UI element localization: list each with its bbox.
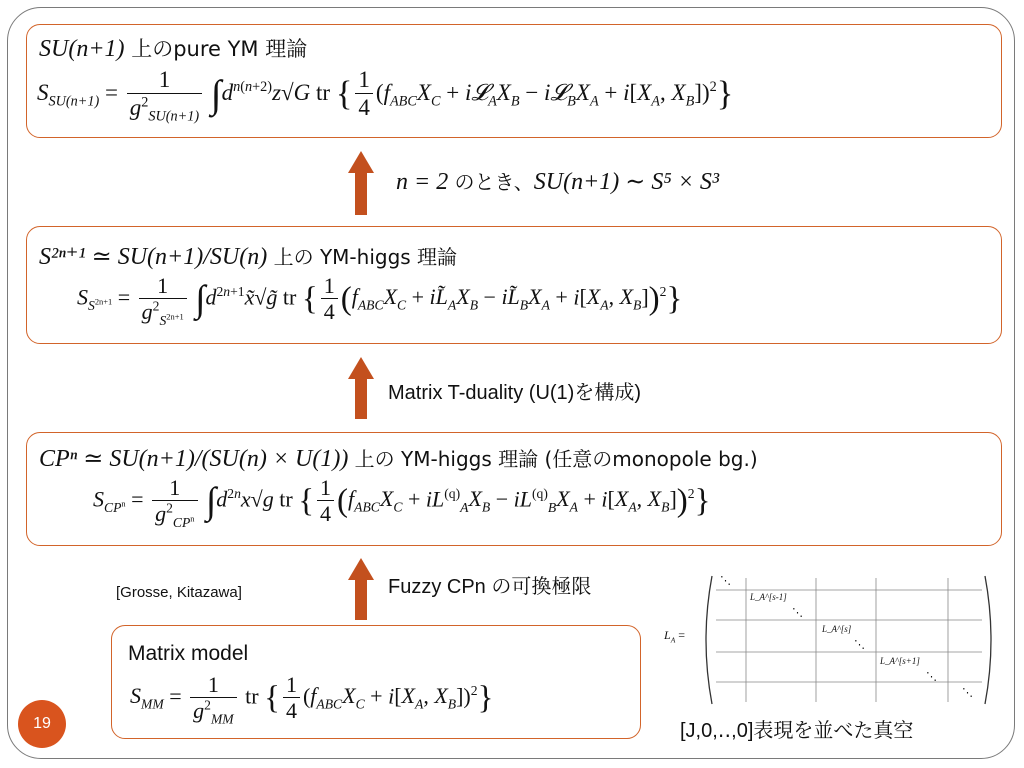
box1-frac-num: 1 [127, 67, 202, 94]
matrix-entry-s-minus-1: L_A^[s-1] [750, 592, 787, 602]
matrix-entry-s-plus-1: L_A^[s+1] [880, 656, 920, 666]
box1-lhs-sub: SU(n+1) [48, 93, 100, 110]
note1-math: n = 2 [396, 169, 449, 195]
arrow-up-icon-2 [350, 357, 372, 419]
matrix-grid [660, 570, 995, 710]
box1-title [39, 33, 307, 63]
box3-title-math: CPⁿ ≃ SU(n+1)/(SU(n) × U(1)) [39, 446, 349, 472]
box1-fraction: $\frac{1}{g^2_{SU(n+1)}}$ [127, 67, 202, 122]
slide-number-badge: 19 [18, 700, 66, 748]
matrix-dots-5: ⋱ [962, 687, 973, 699]
box1-title-math: SU(n+1) [39, 36, 125, 62]
matrix-entry-s: L_A^[s] [822, 624, 852, 634]
note1-text: のとき、 [448, 170, 534, 194]
cpn-ym-higgs-box [26, 432, 1002, 546]
box2-title-text: 上の YM-higgs 理論 [267, 245, 458, 269]
matrix-lhs: $L_A$ = [664, 628, 686, 645]
vacuum-caption: [J,0,‥,0]表現を並べた真空 [680, 720, 914, 742]
arrow-up-icon-3 [350, 558, 372, 620]
matrix-dots-1: ⋱ [720, 575, 731, 587]
box4-title: Matrix model [128, 642, 249, 665]
box3-title-text: 上の YM-higgs 理論 (任意のmonopole bg.) [348, 447, 758, 471]
citation: [Grosse, Kitazawa] [116, 584, 242, 601]
box3-action-equation: $S_{CP^n}$ = $\frac{1}{g^2_{CP^n}}$ $\int d^{2n}x√g$ tr { $\frac{1}{4}$ ($f_{ABC}X_C + iL^{(q)}_AX_B - iL^{(q)}_BX_A + i[X_A$, $X_B])^2$} [93, 475, 711, 530]
matrix-lhs-symbol: L [664, 628, 671, 642]
note3: Fuzzy CPn の可換極限 [388, 576, 592, 598]
note2: Matrix T-duality (U(1)を構成) [388, 382, 641, 404]
note1-math2: SU(n+1) ∼ S⁵ × S³ [533, 169, 720, 195]
arrow-up-icon-1 [350, 151, 372, 215]
block-diagonal-matrix [660, 570, 995, 710]
box2-title [39, 241, 457, 271]
matrix-lhs-sub: A [670, 635, 676, 645]
box1-action-equation: $S_{SU(n+1)}$ = $\frac{1}{g^2_{SU(n+1)}}$ $\int d^{n(n+2)}z√G$ tr { $\frac{1}{4}$ ($f_{ABC}X_C$ + $i𝓛_AX_B$ − $i𝓛_BX_A + i[X_A$, $X_B])^2$} [37, 67, 734, 126]
note1 [396, 166, 719, 196]
box1-frac-den-sub: SU(n+1) [148, 109, 200, 126]
matrix-dots-2: ⋱ [792, 607, 803, 619]
box2-title-math: S²ⁿ⁺¹ ≃ SU(n+1)/SU(n) [39, 244, 268, 270]
matrix-dots-3: ⋱ [854, 639, 865, 651]
box4-action-equation: $S_{MM}$ = $\frac{1}{g^2_{MM}}$ tr { $\frac{1}{4}$ ($f_{ABC}X_C + i[X_A$, $X_B])^2$} [130, 672, 494, 727]
box3-title [39, 443, 758, 473]
box1-title-text: 上のpure YM 理論 [124, 37, 308, 61]
matrix-model-box [111, 625, 641, 739]
pure-ym-box [26, 24, 1002, 138]
s2n1-ym-higgs-box [26, 226, 1002, 344]
box2-action-equation: $S_{S^{2n+1}}$ = $\frac{1}{g^2_{S^{2n+1}}}$ $\int d^{2n+1}x̃√g̃$ tr { $\frac{1}{4}$ ($f_{ABC}X_C$ + $iL̃_AX_B$ − $iL̃_BX_A + i[X_A$, $X_B])^2$} [77, 273, 683, 328]
matrix-dots-4: ⋱ [926, 671, 937, 683]
